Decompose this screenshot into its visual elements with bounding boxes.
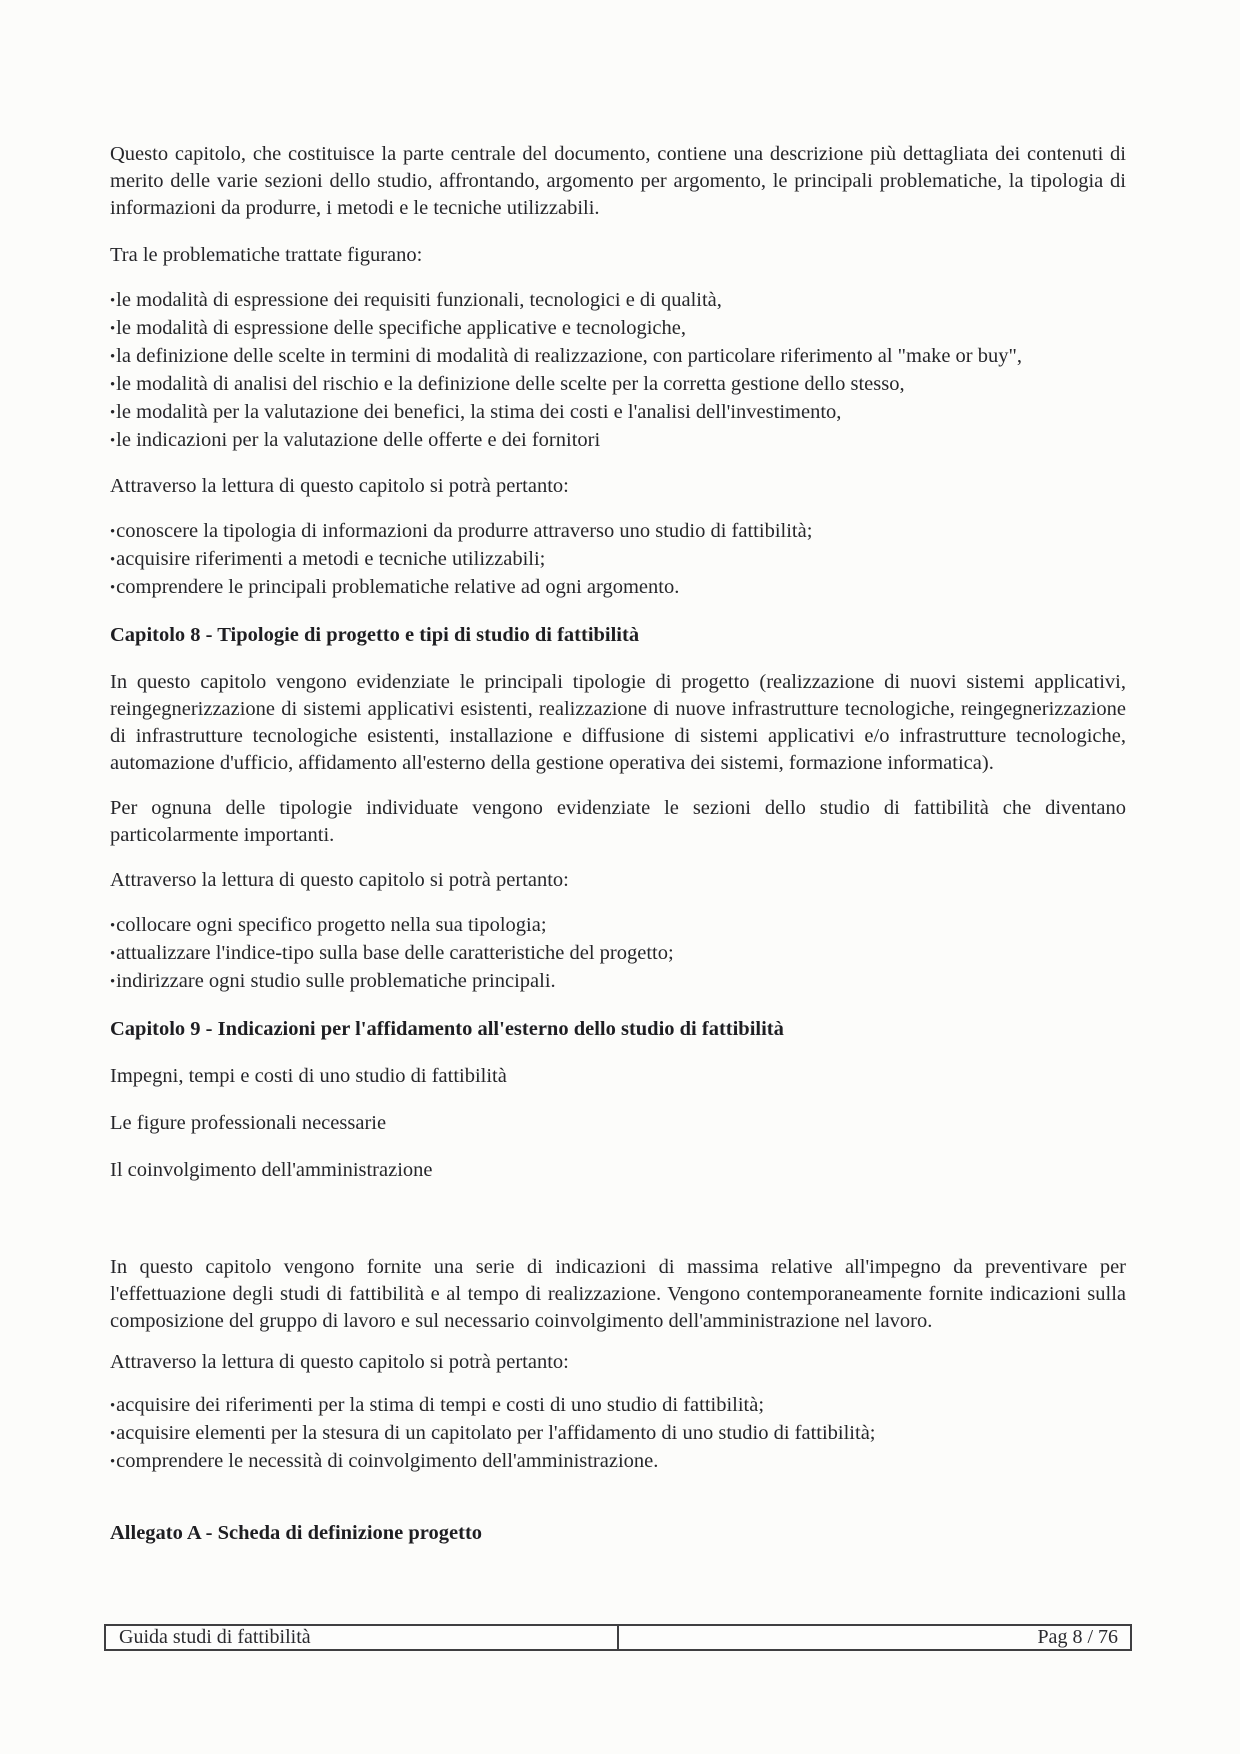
list-item: [110, 912, 1126, 940]
list-item-text: acquisire riferimenti a metodi e tecniche utilizzabili;: [116, 548, 546, 570]
chapter9-heading: Capitolo 9 - Indicazioni per l'affidamento all'esterno dello studio di fattibilità: [110, 1018, 784, 1040]
list-item: [110, 574, 1126, 602]
list-item-text: le modalità di espressione delle specifiche applicative e tecnologiche,: [116, 317, 686, 339]
list-item-text: le modalità di analisi del rischio e la definizione delle scelte per la corretta gestione dello stesso,: [116, 373, 905, 395]
list-item: [110, 968, 1126, 996]
list-item-text: le modalità per la valutazione dei benefici, la stima dei costi e l'analisi dell'investimento,: [116, 401, 842, 423]
list-item-text: la definizione delle scelte in termini di modalità di realizzazione, con particolare riferimento al "make or buy",: [116, 345, 1023, 367]
problems-list: [110, 287, 1126, 455]
footer-document-title: Guida studi di fattibilità: [106, 1626, 619, 1649]
list-item: [110, 287, 1126, 315]
bullet-marker: •: [110, 918, 116, 934]
chapter9-paragraph: In questo capitolo vengono fornite una serie di indicazioni di massima relative all'impegno da preventivare per l'effettuazione degli studi di fattibilità e al tempo di realizzazione. Vengono contemporaneamente fornite indicazioni sulla composizione del gruppo di lavoro e sul necessario coinvolgimento dell'amministrazione nel lavoro.: [110, 1256, 1126, 1332]
bullet-marker: •: [110, 580, 116, 596]
page-content: [110, 141, 1126, 1547]
list-item: [110, 518, 1126, 546]
list-item-text: le modalità di espressione dei requisiti funzionali, tecnologici e di qualità,: [116, 289, 722, 311]
chapter9-reading-list: [110, 1392, 1126, 1476]
chapter8-reading-list: [110, 912, 1126, 996]
bullet-marker: •: [110, 974, 116, 990]
list-item: [110, 1448, 1126, 1476]
chapter8-reading-intro: Attraverso la lettura di questo capitolo si potrà pertanto:: [110, 869, 569, 891]
list-item: [110, 546, 1126, 574]
bullet-marker: •: [110, 377, 116, 393]
bullet-marker: •: [110, 321, 116, 337]
list-item: [110, 1392, 1126, 1420]
reading-intro-1: Attraverso la lettura di questo capitolo si potrà pertanto:: [110, 475, 569, 497]
bullet-marker: •: [110, 433, 116, 449]
footer-page-number: Pag 8 / 76: [1037, 1626, 1118, 1648]
list-item-text: attualizzare l'indice-tipo sulla base delle caratteristiche del progetto;: [116, 942, 674, 964]
list-item-text: collocare ogni specifico progetto nella sua tipologia;: [116, 914, 547, 936]
allegato-heading: Allegato A - Scheda di definizione progetto: [110, 1522, 483, 1544]
bullet-marker: •: [110, 1426, 116, 1442]
chapter8-paragraph-2: Per ognuna delle tipologie individuate vengono evidenziate le sezioni dello studio di fattibilità che diventano particolarmente importanti.: [110, 797, 1126, 846]
bullet-marker: •: [110, 524, 116, 540]
list-item-text: le indicazioni per la valutazione delle offerte e dei fornitori: [116, 429, 601, 451]
list-item-text: indirizzare ogni studio sulle problematiche principali.: [116, 970, 556, 992]
chapter8-heading: Capitolo 8 - Tipologie di progetto e tipi di studio di fattibilità: [110, 624, 640, 646]
list-item: [110, 1420, 1126, 1448]
list-item: [110, 343, 1126, 371]
page-footer: [104, 1624, 1132, 1651]
list-item: [110, 371, 1126, 399]
list-item: [110, 315, 1126, 343]
bullet-marker: •: [110, 552, 116, 568]
chapter9-line-1: Impegni, tempi e costi di uno studio di fattibilità: [110, 1065, 507, 1087]
list-item: [110, 399, 1126, 427]
list-item-text: acquisire elementi per la stesura di un capitolato per l'affidamento di uno studio di fattibilità;: [116, 1422, 876, 1444]
list-item-text: conoscere la tipologia di informazioni da produrre attraverso uno studio di fattibilità;: [116, 520, 813, 542]
reading-list-1: [110, 518, 1126, 602]
bullet-marker: •: [110, 1398, 116, 1414]
bullet-marker: •: [110, 1454, 116, 1470]
bullet-marker: •: [110, 349, 116, 365]
problems-intro: Tra le problematiche trattate figurano:: [110, 244, 423, 266]
chapter9-line-2: Le figure professionali necessarie: [110, 1112, 387, 1134]
bullet-marker: •: [110, 293, 116, 309]
list-item-text: comprendere le principali problematiche relative ad ogni argomento.: [116, 576, 680, 598]
list-item-text: comprendere le necessità di coinvolgimento dell'amministrazione.: [116, 1450, 659, 1472]
list-item: [110, 940, 1126, 968]
chapter9-reading-intro: Attraverso la lettura di questo capitolo si potrà pertanto:: [110, 1351, 569, 1373]
intro-paragraph: Questo capitolo, che costituisce la parte centrale del documento, contiene una descrizione più dettagliata dei contenuti di merito delle varie sezioni dello studio, affrontando, argomento per argomento, le principali problematiche, la tipologia di informazioni da produrre, i metodi e le tecniche utilizzabili.: [110, 143, 1126, 219]
list-item-text: acquisire dei riferimenti per la stima di tempi e costi di uno studio di fattibilità;: [116, 1394, 765, 1416]
chapter8-paragraph-1: In questo capitolo vengono evidenziate le principali tipologie di progetto (realizzazione di nuovi sistemi applicativi, reingegnerizzazione di sistemi applicativi esistenti, realizzazione di nuove infrastrutture tecnologiche, reingegnerizzazione di infrastrutture tecnologiche esistenti, installazione e diffusione di sistemi applicativi e/o infrastrutture tecnologiche, automazione d'ufficio, affidamento all'esterno della gestione operativa dei sistemi, formazione informatica).: [110, 671, 1126, 774]
chapter9-line-3: Il coinvolgimento dell'amministrazione: [110, 1159, 433, 1181]
bullet-marker: •: [110, 405, 116, 421]
list-item: [110, 427, 1126, 455]
bullet-marker: •: [110, 946, 116, 962]
